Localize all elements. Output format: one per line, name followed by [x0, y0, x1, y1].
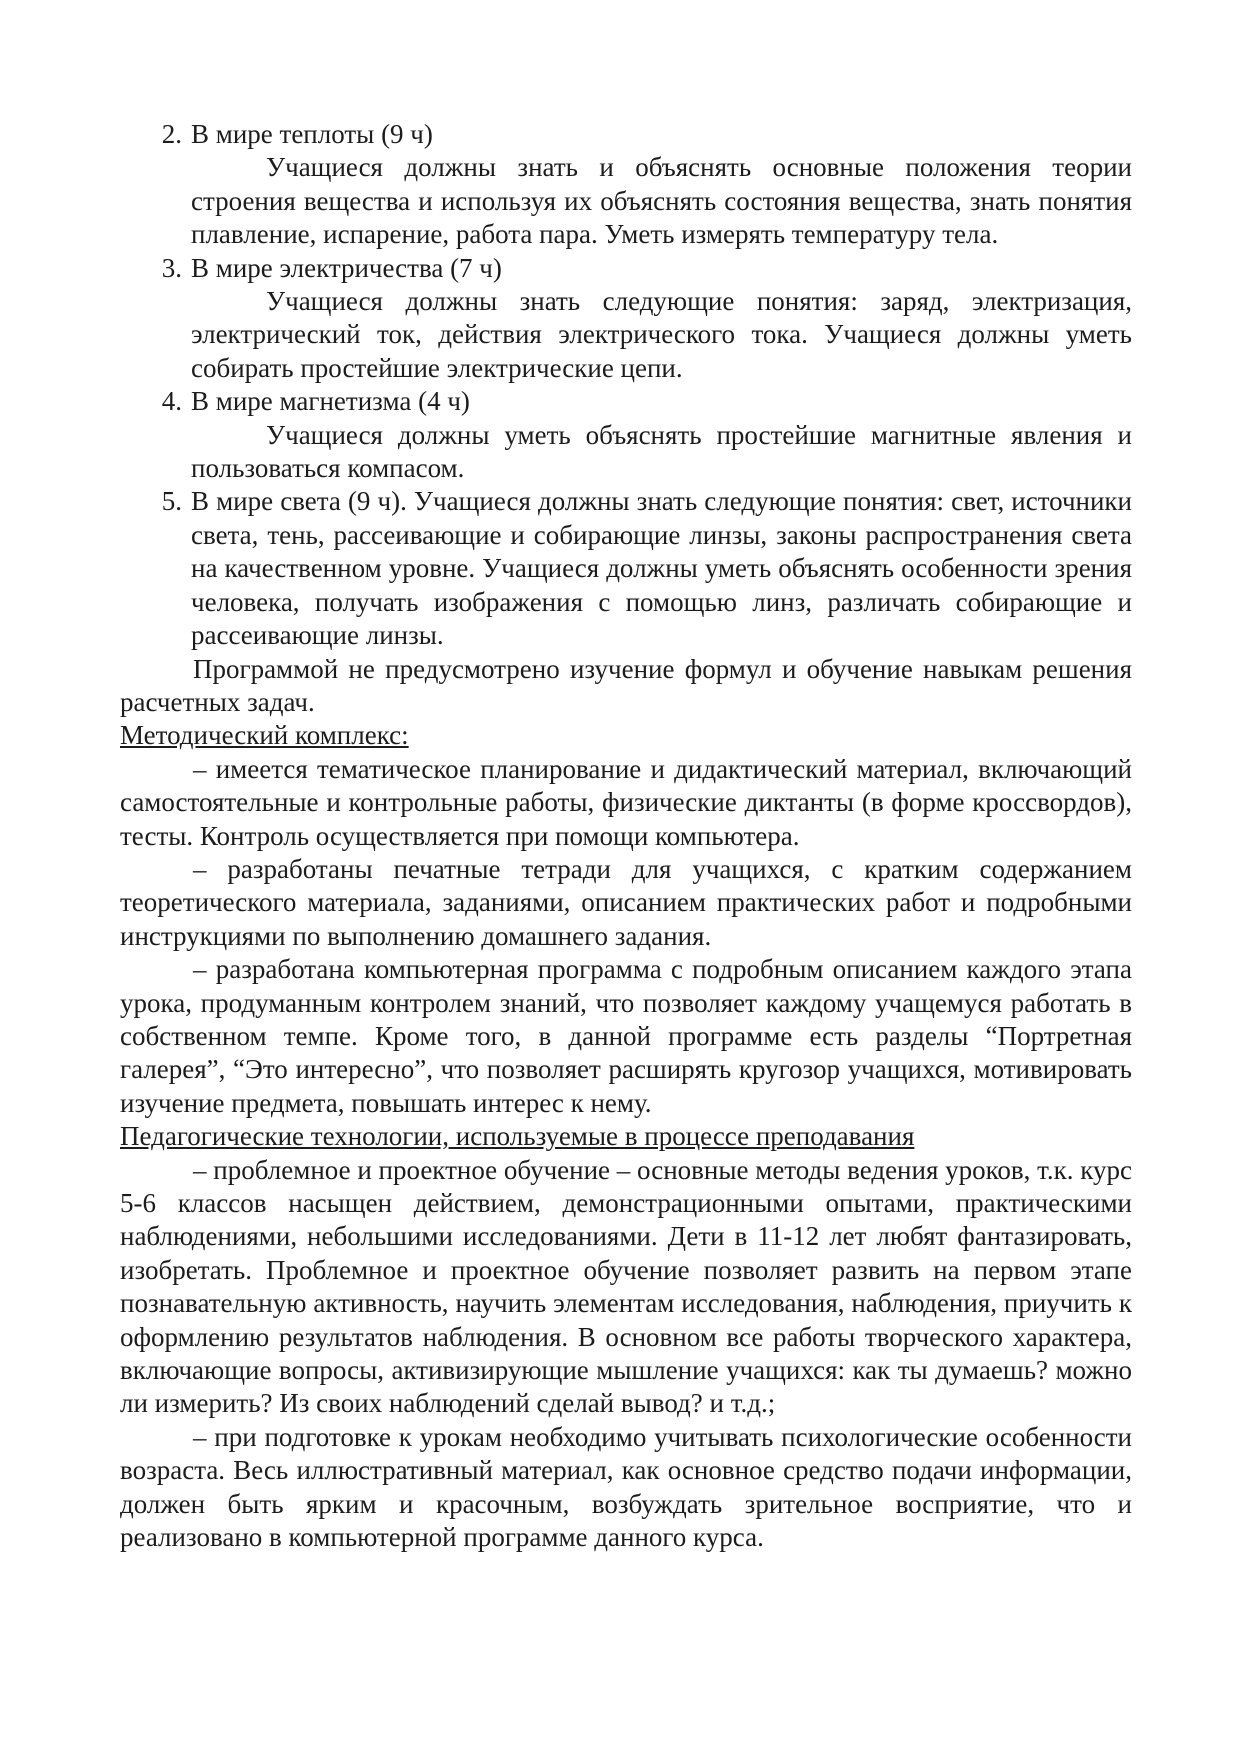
- list-item-magnetism: [120, 385, 1132, 485]
- list-number: 3.: [161, 252, 182, 283]
- methodical-bullet: – разработаны печатные тетради для учащихся, с кратким содержанием теоретического материала, заданиями, описанием практических работ и подробными инструкциями по выполнению домашнего задания.: [120, 853, 1132, 951]
- section-description: Учащиеся должны уметь объяснять простейшие магнитные явления и пользоваться компасом.: [191, 419, 1132, 484]
- section-description: В мире света (9 ч). Учащиеся должны знать следующие понятия: свет, источники света, тень, рассеивающие и собирающие линзы, законы распространения света на качественном уровне. Учащиеся должны уметь объяснять особенности зрения человека, получать изображения с помощью линз, различать собирающие и рассеивающие линзы.: [191, 486, 1132, 651]
- technologies-bullet: – при подготовке к урокам необходимо учитывать психологические особенности возраста. Весь иллюстративный материал, как основное средство подачи информации, должен быть ярким и красочным, возбуждать зрительное восприятие, что и реализовано в компьютерной программе данного курса.: [120, 1421, 1132, 1553]
- section-title: В мире магнетизма (4 ч): [191, 386, 470, 417]
- technologies-heading: Педагогические технологии, используемые в процессе преподавания: [120, 1121, 915, 1152]
- methodical-heading: Методический комплекс:: [120, 720, 409, 751]
- list-item-body: [191, 118, 1132, 252]
- section-title: В мире теплоты (9 ч): [191, 119, 433, 149]
- list-item-heat: [120, 118, 1132, 252]
- program-note: Программой не предусмотрено изучение формул и обучение навыкам решения расчетных задач.: [120, 653, 1132, 717]
- section-description: Учащиеся должны знать и объяснять основные положения теории строения вещества и используя их объяснять состояния вещества, знать понятия плавление, испарение, работа пара. Уметь измерять температуру тела.: [191, 152, 1132, 250]
- technologies-bullet: – проблемное и проектное обучение – основные методы ведения уроков, т.к. курс 5-6 классов насыщен действием, демонстрационными опытами, практическими наблюдениями, небольшими исследованиями. Дети в 11-12 лет любят фантазировать, изобретать. Проблемное и проектное обучение позволяет развить на первом этапе познавательную активность, научить элементам исследования, наблюдения, приучить к оформлению результатов наблюдения. В основном все работы творческого характера, включающие вопросы, активизирующие мышление учащихся: как ты думаешь? можно ли измерить? Из своих наблюдений сделай вывод? и т.д.;: [120, 1154, 1132, 1419]
- methodical-bullet: – имеется тематическое планирование и дидактический материал, включающий самостоятельные и контрольные работы, физические диктанты (в форме кроссвордов), тесты. Контроль осуществляется при помощи компьютера.: [120, 753, 1132, 851]
- list-item-electricity: [120, 252, 1132, 386]
- document-page: [120, 118, 1132, 1554]
- methodical-bullet: – разработана компьютерная программа с подробным описанием каждого этапа урока, продуманным контролем знаний, что позволяет каждому учащемуся работать в собственном темпе. Кроме того, в данной программе есть разделы “Портретная галерея”, “Это интересно”, что позволяет расширять кругозор учащихся, мотивировать изучение предмета, повышать интерес к нему.: [120, 954, 1132, 1118]
- list-item-body: [191, 252, 1132, 386]
- list-item-body: [191, 485, 1132, 652]
- list-number: 2.: [161, 119, 182, 149]
- section-description: Учащиеся должны знать следующие понятия: заряд, электризация, электрический ток, действия электрического тока. Учащиеся должны уметь собирать простейшие электрические цепи.: [191, 286, 1132, 383]
- list-item-light: [120, 485, 1132, 652]
- list-number: 5.: [161, 486, 182, 517]
- list-number: 4.: [161, 386, 182, 417]
- list-item-body: [191, 385, 1132, 485]
- section-title: В мире электричества (7 ч): [191, 252, 502, 283]
